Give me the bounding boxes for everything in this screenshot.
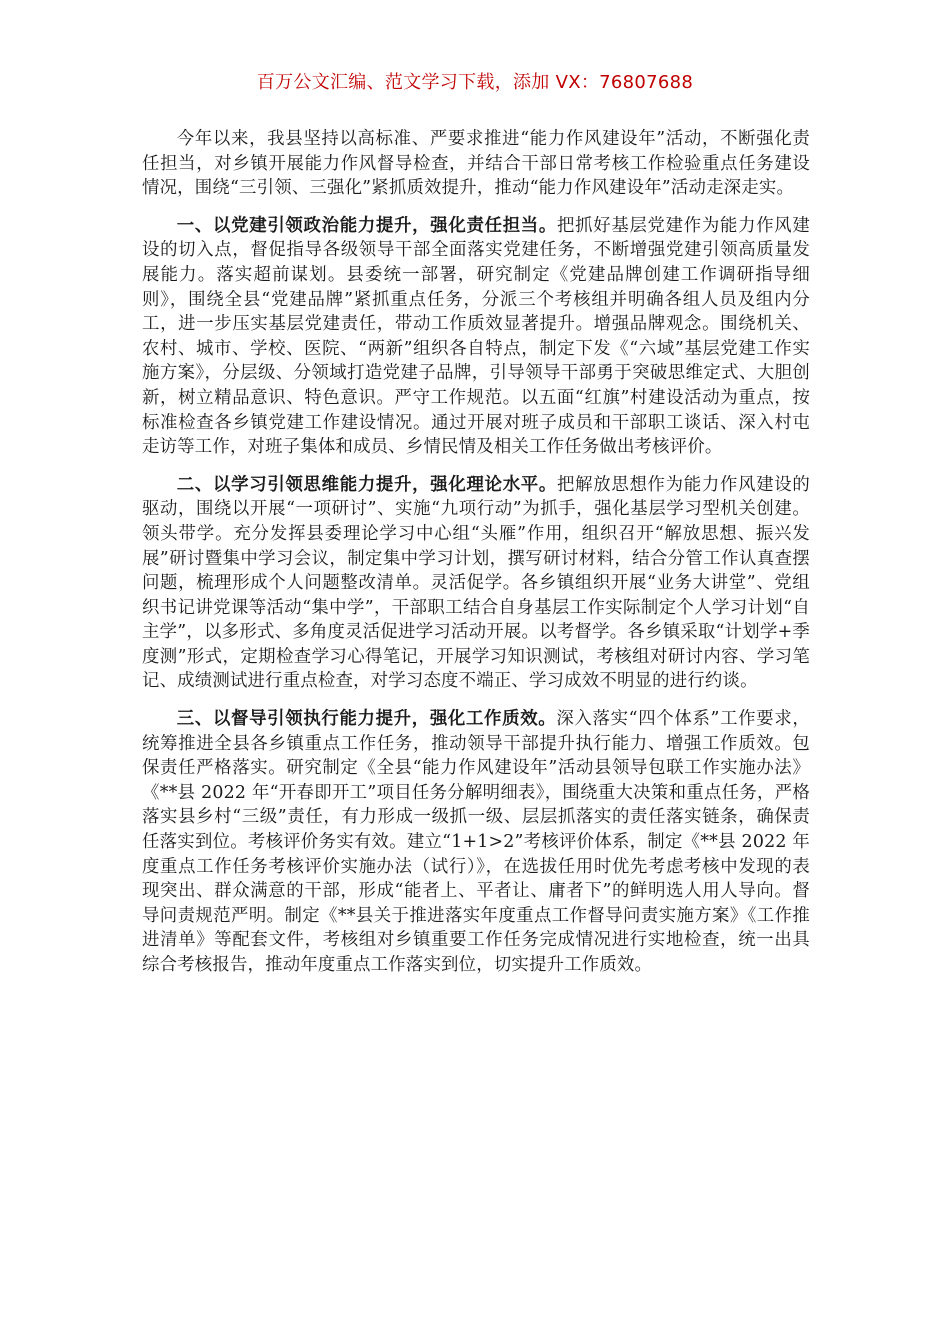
section-two-text: 把解放思想作为能力作风建设的驱动，围绕以开展“一项研讨”、实施“九项行动”为抓手，强化基层学习型机关创建。领头带学。充分发挥县委理论学习中心组“头雁”作用，组织召开“解放思想、振兴发展”研讨暨集中学习会议，制定集中学习计划，撰写研讨材料，结合分管工作认真查摆问题，梳理形成个人问题整改清单。灵活促学。各乡镇组织开展“业务大讲堂”、党组织书记讲党课等活动“集中学”，干部职工结合自身基层工作实际制定个人学习计划“自主学”，以多形式、多角度灵活促进学习活动开展。以考督学。各乡镇采取“计划学+季度测”形式，定期检查学习心得笔记，开展学习知识测试，考核组对研讨内容、学习笔记、成绩测试进行重点检查，对学习态度不端正、学习成效不明显的进行约谈。 — [142, 474, 810, 692]
section-three-paragraph — [142, 707, 810, 978]
intro-paragraph-text: 今年以来，我县坚持以高标准、严要求推进“能力作风建设年”活动，不断强化责任担当，对乡镇开展能力作风督导检查，并结合干部日常考核工作检验重点任务建设情况，围绕“三引领、三强化”紧抓质效提升，推动“能力作风建设年”活动走深走实。 — [142, 129, 810, 199]
section-one-text: 把抓好基层党建作为能力作风建设的切入点，督促指导各级领导干部全面落实党建任务，不断增强党建引领高质量发展能力。落实超前谋划。县委统一部署，研究制定《党建品牌创建工作调研指导细则》，围绕全县“党建品牌”紧抓重点任务，分派三个考核组并明确各组人员及组内分工，进一步压实基层党建责任，带动工作质效显著提升。增强品牌观念。围绕机关、农村、城市、学校、医院、“两新”组织各自特点，制定下发《“六域”基层党建工作实施方案》，分层级、分领域打造党建子品牌，引导领导干部勇于突破思维定式、大胆创新，树立精品意识、特色意识。严守工作规范。以五面“红旗”村建设活动为重点，按标准检查各乡镇党建工作建设情况。通过开展对班子成员和干部职工谈话、深入村屯走访等工作，对班子集体和成员、乡情民情及相关工作任务做出考核评价。 — [142, 215, 810, 458]
section-two-heading: 二、以学习引领思维能力提升，强化理论水平。 — [176, 474, 558, 495]
section-two-paragraph — [142, 473, 810, 694]
section-three-text: 深入落实“四个体系”工作要求，统筹推进全县各乡镇重点工作任务，推动领导干部提升执行能力、增强工作质效。包保责任严格落实。研究制定《全县“能力作风建设年”活动县领导包联工作实施办法》《**县 2022 年“开春即开工”项目任务分解明细表》，围绕重大决策和重点任务，严格落实县乡村“三级”责任，有力形成一级抓一级、层层抓落实的责任落实链条，确保责任落实到位。考核评价务实有效。建立“1+1>2”考核评价体系，制定《**县 2022 年度重点工作任务考核评价实施办法（试行）》，在选拔任用时优先考虑考核中发现的表现突出、群众满意的干部，形成“能者上、平者让、庸者下”的鲜明选人用人导向。督导问责规范严明。制定《**县关于推进落实年度重点工作督导问责实施方案》《工作推进清单》等配套文件，考核组对乡镇重要工作任务完成情况进行实地检查，统一出具综合考核报告，推动年度重点工作落实到位，切实提升工作质效。 — [142, 709, 810, 975]
header-banner: 百万公文汇编、范文学习下载，添加 VX：76807688 — [256, 72, 694, 93]
intro-paragraph — [142, 127, 810, 201]
section-one-paragraph — [142, 214, 810, 460]
document-body — [142, 127, 810, 991]
section-three-heading: 三、以督导引领执行能力提升，强化工作质效。 — [176, 709, 557, 730]
section-one-heading: 一、以党建引领政治能力提升，强化责任担当。 — [176, 215, 558, 236]
